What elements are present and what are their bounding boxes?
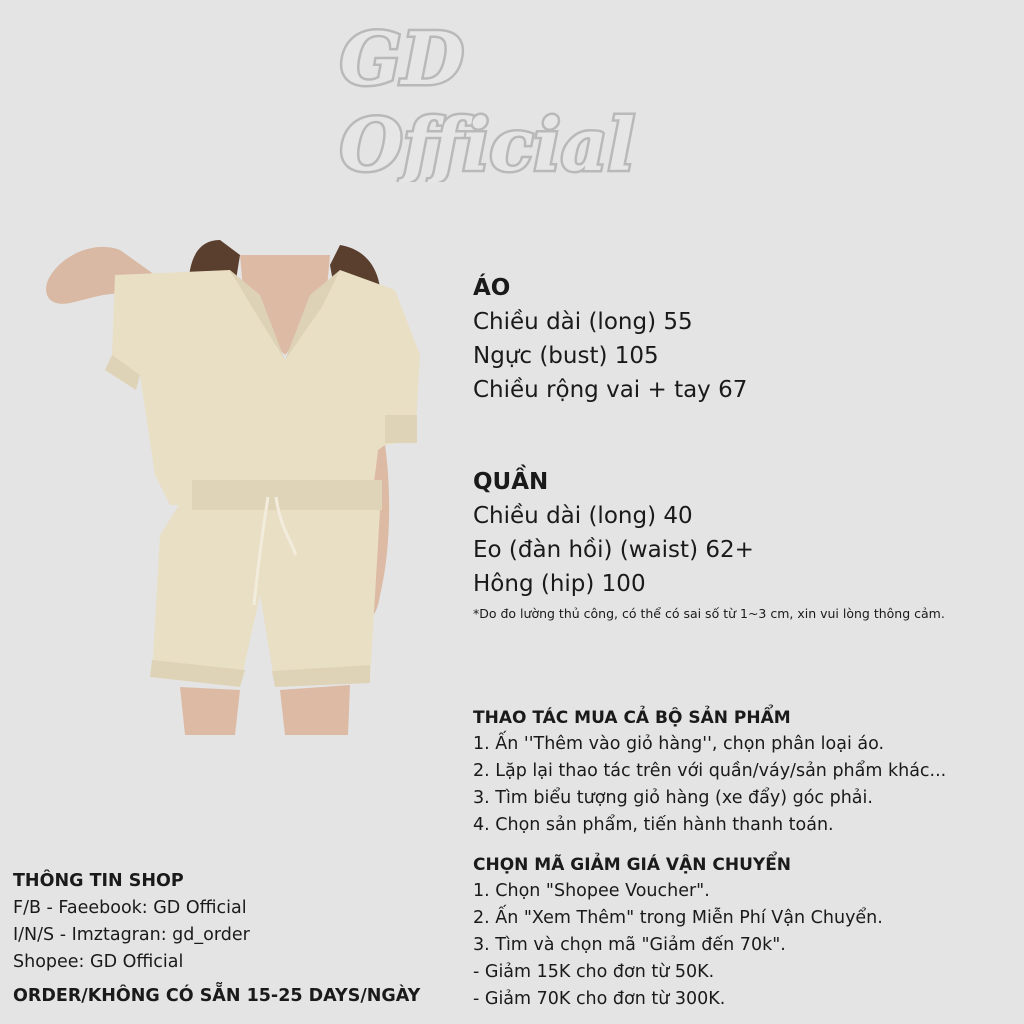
pants-waist: Eo (đàn hồi) (waist) 62+	[473, 537, 754, 563]
shop-info	[13, 867, 250, 976]
buy-set-guide	[473, 705, 946, 839]
pants-size-block	[473, 465, 754, 601]
shipping-voucher-step: 1. Chọn "Shopee Voucher".	[473, 881, 710, 901]
buy-set-step: 1. Ấn ''Thêm vào giỏ hàng'', chọn phân loại áo.	[473, 734, 885, 754]
buy-set-step: 4. Chọn sản phẩm, tiến hành thanh toán.	[473, 815, 834, 835]
shop-info-title: THÔNG TIN SHOP	[13, 871, 184, 891]
buy-set-step: 3. Tìm biểu tượng giỏ hàng (xe đẩy) góc phải.	[473, 788, 873, 808]
shirt-length: Chiều dài (long) 55	[473, 309, 693, 335]
pants-hip: Hông (hip) 100	[473, 571, 646, 597]
shop-instagram: I/N/S - Imztagran: gd_order	[13, 925, 250, 945]
shipping-voucher-step: 2. Ấn "Xem Thêm" trong Miễn Phí Vận Chuyển.	[473, 908, 883, 928]
shipping-voucher-step: - Giảm 70K cho đơn từ 300K.	[473, 989, 726, 1009]
shop-shopee: Shopee: GD Official	[13, 952, 184, 972]
brand-logo	[330, 12, 690, 182]
shipping-voucher-title: CHỌN MÃ GIẢM GIÁ VẬN CHUYỂN	[473, 855, 792, 875]
pants-title: QUẦN	[473, 469, 549, 495]
shirt-shoulder-sleeve: Chiều rộng vai + tay 67	[473, 377, 748, 403]
buy-set-step: 2. Lặp lại thao tác trên với quần/váy/sản phẩm khác...	[473, 761, 947, 781]
shirt-size-block	[473, 271, 747, 407]
logo-line-1: GD	[340, 16, 464, 101]
shirt-bust: Ngực (bust) 105	[473, 343, 659, 369]
shop-facebook: F/B - Faeebook: GD Official	[13, 898, 247, 918]
buy-set-title: THAO TÁC MUA CẢ BỘ SẢN PHẨM	[473, 708, 791, 728]
pants-length: Chiều dài (long) 40	[473, 503, 693, 529]
shipping-voucher-step: - Giảm 15K cho đơn từ 50K.	[473, 962, 715, 982]
order-note: ORDER/KHÔNG CÓ SẴN 15-25 DAYS/NGÀY	[13, 986, 421, 1006]
measurement-note: *Do đo lường thủ công, có thể có sai số từ 1~3 cm, xin vui lòng thông cảm.	[473, 606, 945, 621]
shipping-voucher-guide	[473, 852, 883, 1013]
shipping-voucher-step: 3. Tìm và chọn mã "Giảm đến 70k".	[473, 935, 786, 955]
shirt-title: ÁO	[473, 275, 511, 301]
logo-line-2: Official	[340, 102, 635, 182]
product-photo	[40, 235, 430, 735]
